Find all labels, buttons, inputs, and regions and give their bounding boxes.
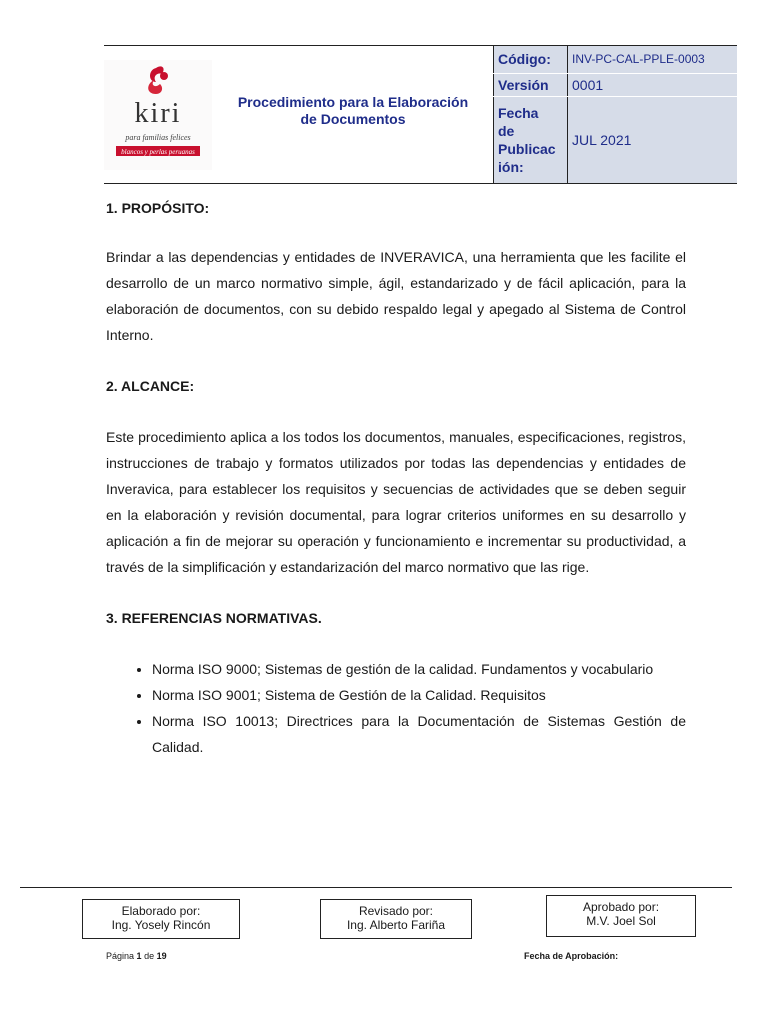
page-of: de — [144, 951, 155, 961]
document-header — [104, 45, 737, 184]
references-list — [106, 656, 686, 760]
logo-ribbon: blancos y perlas peruanas — [121, 148, 195, 156]
revisado-box — [320, 899, 472, 939]
logo-brand: kiri — [134, 98, 182, 129]
elaborado-box — [82, 899, 240, 939]
page-number — [106, 951, 167, 961]
revisado-label: Revisado por: — [358, 904, 434, 918]
document-meta-table — [493, 46, 737, 183]
logo-tagline: para familias felices — [125, 133, 191, 142]
fecha-label-line2: de — [498, 123, 515, 140]
section-2-text: Este procedimiento aplica a los todos los documentos, manuales, especificaciones, registros, instrucciones de trabajo y formatos utilizados por todas las dependencias y entidades de Inveravica, para establecer los requisitos y secuencias de actividades que se deben seguir en la elaboración y revisión documental, para lograr criterios uniformes en su desarrollo y aplicación a fin de mejorar su operación y funcionamiento e incrementar su productividad, a través de la simplificación y estandarización del marco normativo que las rige. — [106, 429, 686, 575]
revisado-name: Ing. Alberto Fariña — [346, 918, 446, 932]
fecha-aprobacion: Fecha de Aprobación: — [524, 951, 619, 961]
section-1-text: Brindar a las dependencias y entidades de INVERAVICA, una herramienta que les facilite el desarrollo de un marco normativo simple, ágil, estandarizado y de fácil aplicación, para la elaboración de documentos, con su debido respaldo legal y apegado al Sistema de Control Interno. — [106, 249, 686, 343]
list-item: • Norma ISO 9001; Sistema de Gestión de la Calidad. Requisitos — [152, 682, 686, 708]
footer-divider — [20, 887, 732, 888]
elaborado-label: Elaborado por: — [121, 904, 201, 918]
aprobado-box — [546, 895, 696, 937]
elaborado-name: Ing. Yosely Rincón — [111, 918, 211, 932]
section-3-heading: 3. REFERENCIAS NORMATIVAS. — [106, 610, 322, 626]
fecha-label-line3: Publicac — [498, 141, 556, 158]
document-body — [106, 198, 686, 760]
document-title — [224, 94, 482, 128]
fecha-label-line1: Fecha — [498, 105, 539, 122]
fecha-publicacion-value: JUL 2021 — [568, 97, 738, 183]
fecha-publicacion-label — [494, 97, 568, 183]
codigo-value: INV-PC-CAL-PPLE-0003 — [568, 46, 738, 73]
version-label: Versión — [494, 73, 568, 97]
page-current: 1 — [136, 951, 142, 961]
kiri-logo — [104, 60, 212, 170]
section-1-heading: 1. PROPÓSITO: — [106, 200, 210, 216]
list-item: • Norma ISO 10013; Directrices para la Documentación de Sistemas Gestión de Calidad. — [152, 708, 686, 760]
aprobado-name: M.V. Joel Sol — [586, 914, 656, 928]
document-title-line2: de Documentos — [300, 111, 406, 127]
fecha-label-line4: ión: — [498, 159, 524, 176]
section-2-heading: 2. ALCANCE: — [106, 378, 195, 394]
page-total: 19 — [156, 951, 167, 961]
list-item: • Norma ISO 9000; Sistemas de gestión de la calidad. Fundamentos y vocabulario — [152, 656, 686, 682]
version-value: 0001 — [568, 73, 738, 97]
document-title-line1: Procedimiento para la Elaboración — [237, 94, 469, 110]
page-label: Página — [106, 951, 135, 961]
aprobado-label: Aprobado por: — [582, 900, 660, 914]
codigo-label: Código: — [494, 46, 568, 73]
